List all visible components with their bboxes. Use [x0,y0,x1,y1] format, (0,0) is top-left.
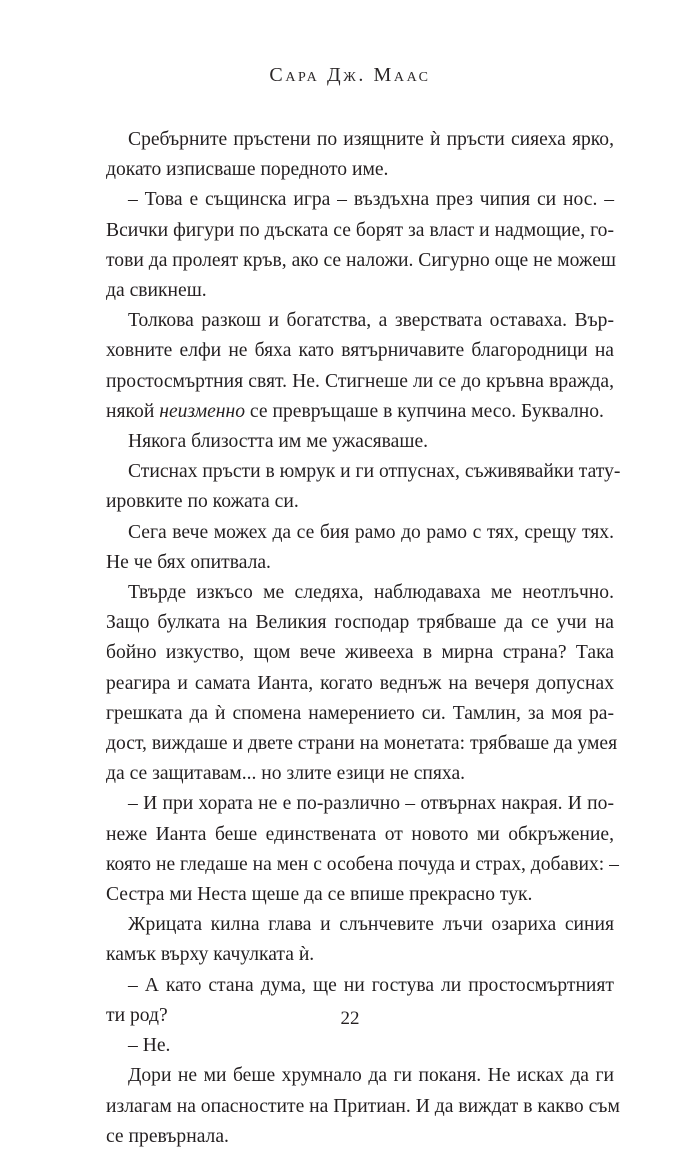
text-line: да свикнеш. [106,280,207,302]
text-line: ховните елфи не бяха като вятърничавите благородници на [106,340,614,362]
text-line: някой неизменно се превръщаше в купчина месо. Буквално. [106,400,604,422]
text-line: Всички фигури по дъската се борят за власт и надмощие, го- [106,219,614,241]
paragraph [106,910,614,970]
paragraph [106,578,618,789]
text-line: – И при хората не е по-различно – отвърнах накрая. И по- [128,793,614,815]
text-line: – Това е същинска игра – въздъхна през чипия си нос. – [128,189,614,211]
text-line: неже Ианта беше единствената от новото ми обкръжение, [106,823,614,845]
running-head-author: Сара Дж. Маас [269,64,431,86]
text-line: да се защитавам... но злите езици не спяха. [106,763,466,785]
text-line: камък върху качулката ѝ. [106,944,315,966]
text-line: грешката да ѝ спомена намерението си. Тамлин, за моя ра- [106,702,614,724]
paragraph [106,1031,614,1061]
paragraph [106,125,614,185]
text-line: – А като стана дума, ще ни гостува ли простосмъртният [128,974,614,996]
text-line: бойно изкуство, щом вече живееха в мирна страна? Така [106,642,614,664]
text-line: – Не. [128,1035,171,1057]
text-line: Толкова разкош и богатства, а зверствата оставаха. Вър- [128,310,614,332]
text-line: която не гледаше на мен с особена почуда и страх, добавих: – [106,853,619,875]
paragraph [106,789,619,910]
emphasized-word: неизменно [159,400,246,422]
text-line: Защо булката на Великия господар трябваше да се учи на [106,612,614,634]
text-line: ировките по кожата си. [106,491,299,513]
page-number: 22 [340,1008,360,1029]
text-line: дост, виждаше и двете страни на монетата: трябваше да умея [106,733,618,755]
text-line: се превърнала. [106,1125,229,1147]
text-line: ти род? [106,1004,168,1026]
text-line: Жрицата килна глава и слънчевите лъчи озариха синия [128,914,614,936]
text-line: Твърде изкъсо ме следяха, наблюдаваха ме неотлъчно. [128,582,614,604]
text-line: реагира и самата Ианта, когато веднъж на вечеря допуснах [106,672,614,694]
text-line: Сестра ми Неста щеше да се впише прекрасно тук. [106,884,533,906]
text-line: Сега вече можех да се бия рамо до рамо с тях, срещу тях. [128,521,614,543]
text-line: Стиснах пръсти в юмрук и ги отпуснах, съживявайки тату- [128,461,621,483]
text-line: Дори не ми беше хрумнало да ги поканя. Не исках да ги [128,1065,614,1087]
body-text [106,125,621,1152]
paragraph [106,427,614,457]
text-line: Не че бях опитвала. [106,551,271,573]
text-line: простосмъртния свят. Не. Стигнеше ли се до кръвна вражда, [106,370,614,392]
paragraph [106,185,614,306]
text-line: тови да пролеят кръв, ако се наложи. Сигурно още не можеш [106,249,616,271]
text-line: Някога близостта им ме ужасяваше. [128,431,429,453]
text-line: Сребърните пръстени по изящните ѝ пръсти сияеха ярко, [128,129,614,150]
text-line: докато изписваше поредното име. [106,159,389,181]
text-line: излагам на опасностите на Притиан. И да виждат в какво съм [106,1095,620,1117]
paragraph [106,518,614,578]
paragraph [106,306,614,427]
paragraph [106,457,621,517]
